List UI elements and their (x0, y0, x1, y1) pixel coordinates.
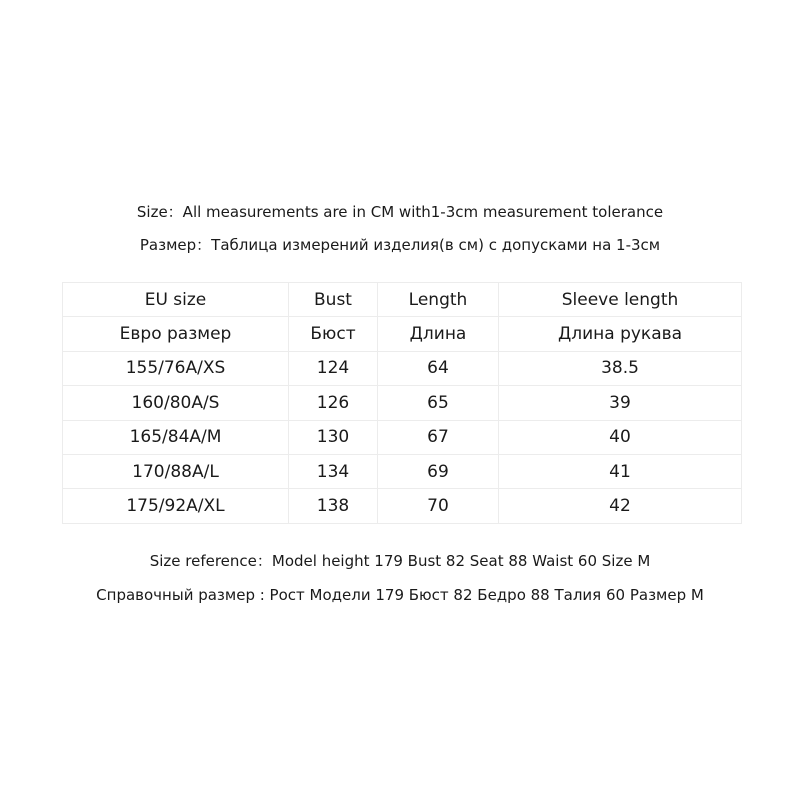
cell-length: 64 (378, 351, 499, 385)
cell-length: 65 (378, 386, 499, 420)
size-reference-en: Size reference：Model height 179 Bust 82 Seat 88 Waist 60 Size M (149, 552, 651, 570)
table-row (63, 386, 742, 420)
cell-sleeve: 39 (499, 386, 742, 420)
size-table (62, 282, 742, 524)
size-reference-ru: Справочный размер : Рост Модели 179 Бюст 82 Бедро 88 Талия 60 Размер M (96, 586, 704, 604)
table-row (63, 420, 742, 454)
cell-size: 170/88A/L (63, 454, 289, 488)
cell-length: 69 (378, 454, 499, 488)
header-eu-size-ru: Евро размер (63, 317, 289, 351)
cell-bust: 126 (289, 386, 378, 420)
cell-length: 70 (378, 489, 499, 523)
cell-size: 155/76A/XS (63, 351, 289, 385)
header-length-ru: Длина (378, 317, 499, 351)
header-eu-size: EU size (63, 283, 289, 317)
header-bust: Bust (289, 283, 378, 317)
cell-sleeve: 41 (499, 454, 742, 488)
header-row-ru (63, 317, 742, 351)
cell-size: 165/84A/M (63, 420, 289, 454)
header-sleeve-length: Sleeve length (499, 283, 742, 317)
measurement-note-ru: Размер：Таблица измерений изделия(в см) с допусками на 1-3см (139, 236, 661, 254)
cell-bust: 124 (289, 351, 378, 385)
cell-bust: 130 (289, 420, 378, 454)
measurement-note-en: Size：All measurements are in CM with1-3cm measurement tolerance (136, 203, 664, 221)
cell-bust: 134 (289, 454, 378, 488)
cell-sleeve: 42 (499, 489, 742, 523)
cell-size: 175/92A/XL (63, 489, 289, 523)
header-row-en (63, 283, 742, 317)
header-sleeve-length-ru: Длина рукава (499, 317, 742, 351)
cell-length: 67 (378, 420, 499, 454)
cell-sleeve: 40 (499, 420, 742, 454)
table-row (63, 489, 742, 523)
cell-bust: 138 (289, 489, 378, 523)
cell-sleeve: 38.5 (499, 351, 742, 385)
header-length: Length (378, 283, 499, 317)
table-row (63, 454, 742, 488)
table-row (63, 351, 742, 385)
header-bust-ru: Бюст (289, 317, 378, 351)
cell-size: 160/80A/S (63, 386, 289, 420)
